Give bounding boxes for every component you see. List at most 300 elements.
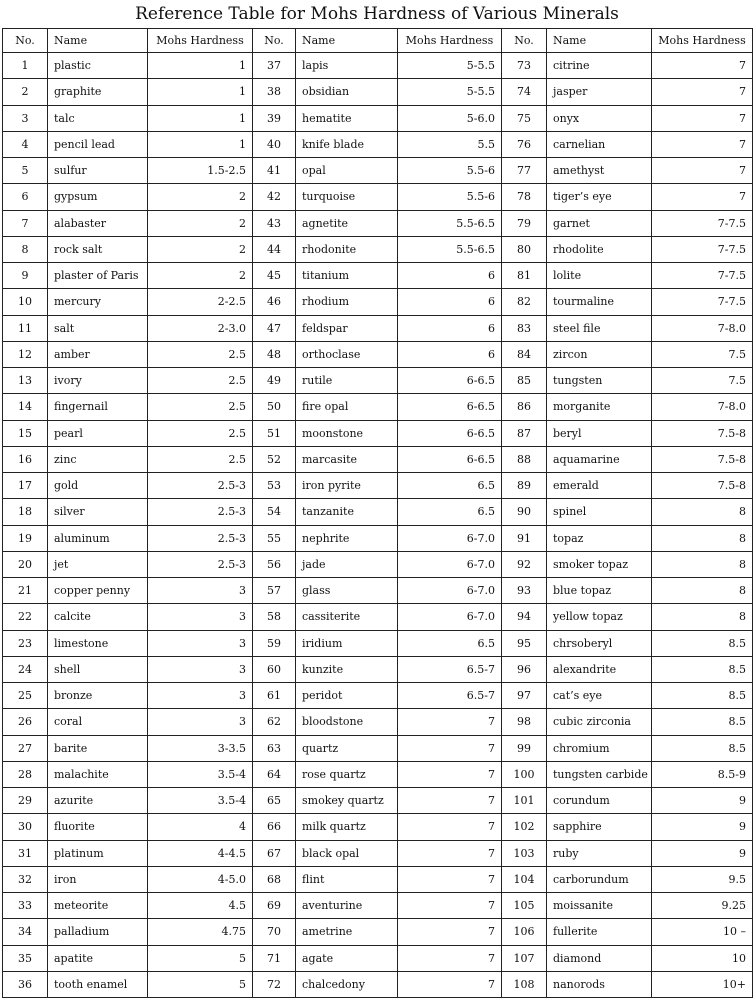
cell-hardness: 2.5-3 xyxy=(148,551,253,577)
cell-hardness: 3 xyxy=(148,709,253,735)
cell-mineral-name: marcasite xyxy=(296,446,398,472)
table-row xyxy=(3,761,753,787)
cell-number: 39 xyxy=(253,105,296,131)
cell-mineral-name: yellow topaz xyxy=(547,604,652,630)
cell-number: 22 xyxy=(3,604,48,630)
table-row xyxy=(3,53,753,79)
cell-mineral-name: plaster of Paris xyxy=(48,263,148,289)
cell-mineral-name: milk quartz xyxy=(296,814,398,840)
cell-mineral-name: salt xyxy=(48,315,148,341)
cell-number: 76 xyxy=(502,131,547,157)
cell-number: 86 xyxy=(502,394,547,420)
cell-number: 42 xyxy=(253,184,296,210)
cell-hardness: 6-7.0 xyxy=(398,604,502,630)
cell-mineral-name: graphite xyxy=(48,79,148,105)
cell-number: 89 xyxy=(502,473,547,499)
cell-mineral-name: tanzanite xyxy=(296,499,398,525)
header-no: No. xyxy=(502,29,547,53)
cell-mineral-name: steel file xyxy=(547,315,652,341)
cell-hardness: 8.5-9 xyxy=(652,761,753,787)
cell-number: 8 xyxy=(3,236,48,262)
cell-mineral-name: rock salt xyxy=(48,236,148,262)
cell-hardness: 7 xyxy=(398,945,502,971)
cell-number: 70 xyxy=(253,919,296,945)
table-row xyxy=(3,158,753,184)
cell-number: 3 xyxy=(3,105,48,131)
cell-mineral-name: aquamarine xyxy=(547,446,652,472)
cell-mineral-name: platinum xyxy=(48,840,148,866)
cell-mineral-name: amber xyxy=(48,341,148,367)
cell-hardness: 6.5 xyxy=(398,499,502,525)
cell-hardness: 7 xyxy=(652,131,753,157)
cell-number: 106 xyxy=(502,919,547,945)
cell-hardness: 7.5-8 xyxy=(652,446,753,472)
cell-mineral-name: cubic zirconia xyxy=(547,709,652,735)
cell-mineral-name: nanorods xyxy=(547,971,652,997)
cell-hardness: 2.5 xyxy=(148,420,253,446)
cell-number: 27 xyxy=(3,735,48,761)
cell-mineral-name: smoker topaz xyxy=(547,551,652,577)
cell-number: 20 xyxy=(3,551,48,577)
cell-hardness: 7-7.5 xyxy=(652,236,753,262)
cell-number: 99 xyxy=(502,735,547,761)
cell-mineral-name: aluminum xyxy=(48,525,148,551)
cell-hardness: 7 xyxy=(398,971,502,997)
cell-number: 88 xyxy=(502,446,547,472)
cell-hardness: 1 xyxy=(148,79,253,105)
cell-number: 98 xyxy=(502,709,547,735)
cell-mineral-name: barite xyxy=(48,735,148,761)
cell-hardness: 8 xyxy=(652,499,753,525)
cell-mineral-name: coral xyxy=(48,709,148,735)
cell-mineral-name: citrine xyxy=(547,53,652,79)
cell-number: 48 xyxy=(253,341,296,367)
cell-mineral-name: silver xyxy=(48,499,148,525)
cell-mineral-name: tungsten xyxy=(547,368,652,394)
cell-number: 102 xyxy=(502,814,547,840)
cell-number: 5 xyxy=(3,158,48,184)
cell-hardness: 5.5-6 xyxy=(398,158,502,184)
cell-hardness: 8.5 xyxy=(652,630,753,656)
cell-hardness: 4 xyxy=(148,814,253,840)
cell-hardness: 7.5 xyxy=(652,368,753,394)
cell-hardness: 2 xyxy=(148,184,253,210)
cell-number: 65 xyxy=(253,788,296,814)
cell-hardness: 7-8.0 xyxy=(652,315,753,341)
table-row xyxy=(3,236,753,262)
cell-number: 57 xyxy=(253,578,296,604)
cell-mineral-name: cassiterite xyxy=(296,604,398,630)
cell-mineral-name: spinel xyxy=(547,499,652,525)
table-row xyxy=(3,315,753,341)
cell-hardness: 6 xyxy=(398,315,502,341)
cell-number: 58 xyxy=(253,604,296,630)
cell-number: 90 xyxy=(502,499,547,525)
cell-hardness: 8.5 xyxy=(652,735,753,761)
cell-hardness: 8 xyxy=(652,604,753,630)
cell-mineral-name: jasper xyxy=(547,79,652,105)
cell-number: 2 xyxy=(3,79,48,105)
header-hardness: Mohs Hardness xyxy=(398,29,502,53)
cell-number: 87 xyxy=(502,420,547,446)
cell-hardness: 7 xyxy=(398,709,502,735)
cell-mineral-name: tungsten carbide xyxy=(547,761,652,787)
table-row xyxy=(3,368,753,394)
cell-number: 36 xyxy=(3,971,48,997)
cell-mineral-name: iridium xyxy=(296,630,398,656)
cell-number: 69 xyxy=(253,893,296,919)
cell-number: 104 xyxy=(502,866,547,892)
cell-number: 24 xyxy=(3,656,48,682)
cell-number: 77 xyxy=(502,158,547,184)
cell-hardness: 7 xyxy=(398,840,502,866)
table-row xyxy=(3,289,753,315)
cell-number: 61 xyxy=(253,683,296,709)
cell-hardness: 2.5-3 xyxy=(148,525,253,551)
table-row xyxy=(3,551,753,577)
hardness-table xyxy=(2,28,753,998)
cell-hardness: 2 xyxy=(148,236,253,262)
cell-mineral-name: agnetite xyxy=(296,210,398,236)
cell-mineral-name: limestone xyxy=(48,630,148,656)
cell-hardness: 7 xyxy=(652,158,753,184)
cell-hardness: 3-3.5 xyxy=(148,735,253,761)
cell-hardness: 8 xyxy=(652,578,753,604)
cell-hardness: 2 xyxy=(148,210,253,236)
cell-number: 25 xyxy=(3,683,48,709)
cell-hardness: 7 xyxy=(398,814,502,840)
header-hardness: Mohs Hardness xyxy=(652,29,753,53)
cell-number: 44 xyxy=(253,236,296,262)
cell-mineral-name: morganite xyxy=(547,394,652,420)
cell-mineral-name: gypsum xyxy=(48,184,148,210)
cell-number: 82 xyxy=(502,289,547,315)
cell-hardness: 7 xyxy=(398,866,502,892)
cell-mineral-name: bronze xyxy=(48,683,148,709)
cell-number: 16 xyxy=(3,446,48,472)
cell-number: 94 xyxy=(502,604,547,630)
cell-mineral-name: meteorite xyxy=(48,893,148,919)
cell-mineral-name: rutile xyxy=(296,368,398,394)
table-row xyxy=(3,499,753,525)
cell-mineral-name: amethyst xyxy=(547,158,652,184)
cell-mineral-name: tourmaline xyxy=(547,289,652,315)
cell-mineral-name: rose quartz xyxy=(296,761,398,787)
cell-number: 107 xyxy=(502,945,547,971)
cell-mineral-name: fire opal xyxy=(296,394,398,420)
cell-number: 79 xyxy=(502,210,547,236)
cell-mineral-name: fullerite xyxy=(547,919,652,945)
cell-number: 59 xyxy=(253,630,296,656)
cell-number: 85 xyxy=(502,368,547,394)
cell-number: 28 xyxy=(3,761,48,787)
cell-number: 92 xyxy=(502,551,547,577)
cell-mineral-name: emerald xyxy=(547,473,652,499)
header-no: No. xyxy=(3,29,48,53)
cell-number: 78 xyxy=(502,184,547,210)
cell-number: 43 xyxy=(253,210,296,236)
cell-number: 17 xyxy=(3,473,48,499)
cell-number: 11 xyxy=(3,315,48,341)
table-row xyxy=(3,578,753,604)
cell-mineral-name: turquoise xyxy=(296,184,398,210)
cell-hardness: 3 xyxy=(148,604,253,630)
cell-mineral-name: chalcedony xyxy=(296,971,398,997)
cell-mineral-name: chrsoberyl xyxy=(547,630,652,656)
table-row xyxy=(3,394,753,420)
cell-hardness: 4.75 xyxy=(148,919,253,945)
cell-hardness: 9 xyxy=(652,840,753,866)
cell-hardness: 7 xyxy=(652,105,753,131)
cell-number: 67 xyxy=(253,840,296,866)
cell-hardness: 2-2.5 xyxy=(148,289,253,315)
cell-hardness: 2.5 xyxy=(148,368,253,394)
cell-mineral-name: carnelian xyxy=(547,131,652,157)
cell-number: 4 xyxy=(3,131,48,157)
table-row xyxy=(3,263,753,289)
cell-number: 45 xyxy=(253,263,296,289)
table-row xyxy=(3,735,753,761)
cell-mineral-name: fluorite xyxy=(48,814,148,840)
table-row xyxy=(3,893,753,919)
header-name: Name xyxy=(296,29,398,53)
cell-hardness: 7-7.5 xyxy=(652,210,753,236)
cell-hardness: 5 xyxy=(148,945,253,971)
table-row xyxy=(3,604,753,630)
cell-hardness: 6.5 xyxy=(398,473,502,499)
cell-number: 6 xyxy=(3,184,48,210)
cell-number: 84 xyxy=(502,341,547,367)
cell-hardness: 5.5-6 xyxy=(398,184,502,210)
cell-number: 21 xyxy=(3,578,48,604)
cell-number: 9 xyxy=(3,263,48,289)
cell-mineral-name: azurite xyxy=(48,788,148,814)
table-row xyxy=(3,79,753,105)
cell-mineral-name: feldspar xyxy=(296,315,398,341)
cell-hardness: 3.5-4 xyxy=(148,788,253,814)
cell-mineral-name: orthoclase xyxy=(296,341,398,367)
cell-mineral-name: ametrine xyxy=(296,919,398,945)
cell-mineral-name: obsidian xyxy=(296,79,398,105)
cell-mineral-name: blue topaz xyxy=(547,578,652,604)
cell-hardness: 9 xyxy=(652,788,753,814)
cell-hardness: 6.5 xyxy=(398,630,502,656)
cell-hardness: 5.5 xyxy=(398,131,502,157)
cell-hardness: 5-6.0 xyxy=(398,105,502,131)
cell-hardness: 7-8.0 xyxy=(652,394,753,420)
cell-number: 30 xyxy=(3,814,48,840)
cell-hardness: 8.5 xyxy=(652,656,753,682)
cell-mineral-name: onyx xyxy=(547,105,652,131)
cell-hardness: 5.5-6.5 xyxy=(398,236,502,262)
cell-hardness: 1.5-2.5 xyxy=(148,158,253,184)
cell-hardness: 3 xyxy=(148,630,253,656)
cell-mineral-name: tooth enamel xyxy=(48,971,148,997)
cell-number: 35 xyxy=(3,945,48,971)
cell-hardness: 3 xyxy=(148,683,253,709)
cell-hardness: 2.5-3 xyxy=(148,473,253,499)
cell-number: 83 xyxy=(502,315,547,341)
cell-mineral-name: ivory xyxy=(48,368,148,394)
cell-mineral-name: copper penny xyxy=(48,578,148,604)
cell-mineral-name: smokey quartz xyxy=(296,788,398,814)
cell-hardness: 7 xyxy=(652,53,753,79)
cell-hardness: 5-5.5 xyxy=(398,53,502,79)
table-row xyxy=(3,866,753,892)
cell-hardness: 7-7.5 xyxy=(652,289,753,315)
table-row xyxy=(3,814,753,840)
cell-number: 52 xyxy=(253,446,296,472)
cell-number: 108 xyxy=(502,971,547,997)
cell-hardness: 6-6.5 xyxy=(398,368,502,394)
cell-hardness: 6 xyxy=(398,289,502,315)
cell-mineral-name: iron pyrite xyxy=(296,473,398,499)
table-row xyxy=(3,709,753,735)
cell-number: 96 xyxy=(502,656,547,682)
table-body xyxy=(3,53,753,998)
cell-mineral-name: iron xyxy=(48,866,148,892)
cell-hardness: 9 xyxy=(652,814,753,840)
table-row xyxy=(3,184,753,210)
cell-hardness: 10+ xyxy=(652,971,753,997)
cell-number: 95 xyxy=(502,630,547,656)
cell-number: 19 xyxy=(3,525,48,551)
cell-mineral-name: fingernail xyxy=(48,394,148,420)
cell-mineral-name: peridot xyxy=(296,683,398,709)
cell-number: 93 xyxy=(502,578,547,604)
cell-hardness: 2.5 xyxy=(148,394,253,420)
table-row xyxy=(3,131,753,157)
cell-mineral-name: flint xyxy=(296,866,398,892)
cell-number: 56 xyxy=(253,551,296,577)
table-row xyxy=(3,420,753,446)
cell-number: 26 xyxy=(3,709,48,735)
cell-number: 64 xyxy=(253,761,296,787)
cell-mineral-name: ruby xyxy=(547,840,652,866)
cell-hardness: 2.5-3 xyxy=(148,499,253,525)
cell-number: 10 xyxy=(3,289,48,315)
cell-number: 73 xyxy=(502,53,547,79)
table-row xyxy=(3,788,753,814)
cell-mineral-name: gold xyxy=(48,473,148,499)
table-row xyxy=(3,683,753,709)
table-row xyxy=(3,525,753,551)
cell-mineral-name: garnet xyxy=(547,210,652,236)
cell-number: 33 xyxy=(3,893,48,919)
table-row xyxy=(3,105,753,131)
cell-number: 37 xyxy=(253,53,296,79)
cell-number: 31 xyxy=(3,840,48,866)
cell-mineral-name: agate xyxy=(296,945,398,971)
cell-hardness: 10 xyxy=(652,945,753,971)
cell-number: 15 xyxy=(3,420,48,446)
cell-mineral-name: apatite xyxy=(48,945,148,971)
cell-hardness: 7.5 xyxy=(652,341,753,367)
cell-hardness: 6 xyxy=(398,341,502,367)
cell-mineral-name: black opal xyxy=(296,840,398,866)
cell-mineral-name: moonstone xyxy=(296,420,398,446)
cell-hardness: 6-6.5 xyxy=(398,420,502,446)
cell-number: 101 xyxy=(502,788,547,814)
cell-number: 60 xyxy=(253,656,296,682)
cell-hardness: 7 xyxy=(398,735,502,761)
cell-hardness: 4.5 xyxy=(148,893,253,919)
cell-mineral-name: glass xyxy=(296,578,398,604)
cell-mineral-name: pencil lead xyxy=(48,131,148,157)
cell-hardness: 7 xyxy=(398,788,502,814)
cell-mineral-name: opal xyxy=(296,158,398,184)
table-row xyxy=(3,473,753,499)
cell-mineral-name: rhodolite xyxy=(547,236,652,262)
cell-number: 97 xyxy=(502,683,547,709)
cell-hardness: 5 xyxy=(148,971,253,997)
cell-hardness: 3 xyxy=(148,656,253,682)
cell-number: 13 xyxy=(3,368,48,394)
cell-number: 66 xyxy=(253,814,296,840)
cell-number: 103 xyxy=(502,840,547,866)
cell-hardness: 6.5-7 xyxy=(398,683,502,709)
cell-hardness: 5.5-6.5 xyxy=(398,210,502,236)
cell-number: 55 xyxy=(253,525,296,551)
cell-mineral-name: zircon xyxy=(547,341,652,367)
cell-mineral-name: zinc xyxy=(48,446,148,472)
cell-mineral-name: sulfur xyxy=(48,158,148,184)
cell-mineral-name: plastic xyxy=(48,53,148,79)
cell-number: 47 xyxy=(253,315,296,341)
cell-number: 1 xyxy=(3,53,48,79)
cell-hardness: 7 xyxy=(652,184,753,210)
cell-mineral-name: talc xyxy=(48,105,148,131)
cell-mineral-name: shell xyxy=(48,656,148,682)
cell-mineral-name: chromium xyxy=(547,735,652,761)
cell-number: 74 xyxy=(502,79,547,105)
cell-hardness: 6 xyxy=(398,263,502,289)
cell-number: 49 xyxy=(253,368,296,394)
cell-mineral-name: topaz xyxy=(547,525,652,551)
cell-mineral-name: lolite xyxy=(547,263,652,289)
cell-mineral-name: diamond xyxy=(547,945,652,971)
cell-hardness: 1 xyxy=(148,53,253,79)
cell-number: 81 xyxy=(502,263,547,289)
cell-number: 71 xyxy=(253,945,296,971)
cell-hardness: 10 – xyxy=(652,919,753,945)
cell-number: 18 xyxy=(3,499,48,525)
cell-hardness: 2 xyxy=(148,263,253,289)
cell-mineral-name: malachite xyxy=(48,761,148,787)
cell-mineral-name: jet xyxy=(48,551,148,577)
table-row xyxy=(3,840,753,866)
table-row xyxy=(3,630,753,656)
cell-mineral-name: moissanite xyxy=(547,893,652,919)
header-name: Name xyxy=(48,29,148,53)
cell-number: 38 xyxy=(253,79,296,105)
cell-number: 100 xyxy=(502,761,547,787)
cell-mineral-name: titanium xyxy=(296,263,398,289)
header-name: Name xyxy=(547,29,652,53)
table-row xyxy=(3,210,753,236)
table-row xyxy=(3,919,753,945)
cell-number: 80 xyxy=(502,236,547,262)
cell-mineral-name: calcite xyxy=(48,604,148,630)
cell-mineral-name: beryl xyxy=(547,420,652,446)
cell-hardness: 1 xyxy=(148,131,253,157)
cell-hardness: 6-6.5 xyxy=(398,446,502,472)
cell-number: 51 xyxy=(253,420,296,446)
cell-number: 12 xyxy=(3,341,48,367)
header-hardness: Mohs Hardness xyxy=(148,29,253,53)
cell-number: 68 xyxy=(253,866,296,892)
cell-mineral-name: lapis xyxy=(296,53,398,79)
